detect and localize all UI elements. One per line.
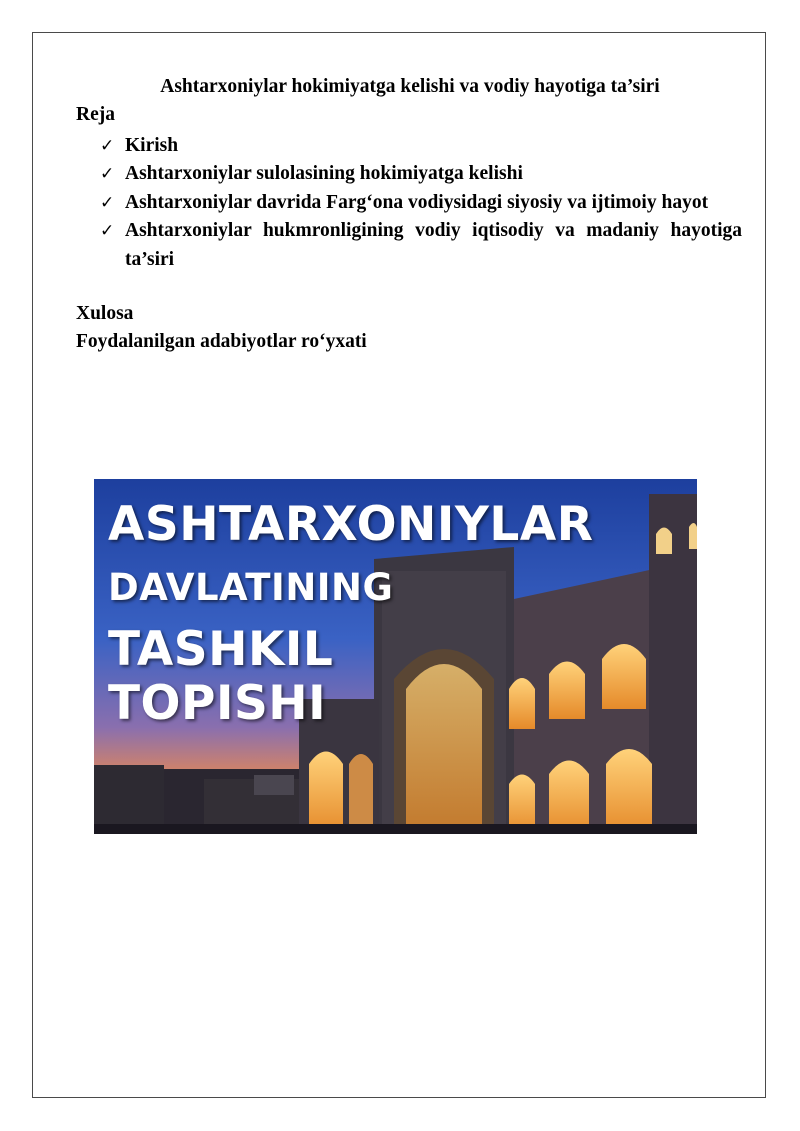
check-icon: ✓ bbox=[100, 136, 115, 156]
list-item bbox=[100, 132, 742, 160]
plan-list bbox=[100, 132, 742, 274]
check-icon: ✓ bbox=[100, 164, 115, 185]
plan-heading: Reja bbox=[76, 104, 115, 125]
banner-line: ASHTARXONIYLAR bbox=[108, 497, 594, 552]
plan-item-text: Ashtarxoniylar hukmronligining vodiy iqtisodiy va madaniy hayotiga ta’siri bbox=[125, 220, 742, 270]
check-icon: ✓ bbox=[100, 221, 115, 242]
plan-item-text: Ashtarxoniylar davrida Farg‘ona vodiysidagi siyosiy va ijtimoiy hayot bbox=[125, 191, 709, 213]
list-item bbox=[100, 189, 742, 217]
banner-image bbox=[94, 479, 697, 834]
list-item bbox=[100, 217, 742, 274]
document-title: Ashtarxoniylar hokimiyatga kelishi va vodiy hayotiga ta’siri bbox=[160, 76, 660, 97]
plan-item-text: Ashtarxoniylar sulolasining hokimiyatga kelishi bbox=[125, 163, 523, 185]
plan-item-text: Kirish bbox=[125, 135, 179, 156]
banner-line: TASHKIL bbox=[108, 622, 334, 677]
banner-line: DAVLATINING bbox=[108, 566, 394, 609]
banner-line: TOPISHI bbox=[108, 676, 327, 731]
references-heading: Foydalanilgan adabiyotlar ro‘yxati bbox=[76, 331, 367, 352]
conclusion-heading: Xulosa bbox=[76, 303, 134, 324]
list-item bbox=[100, 160, 742, 188]
check-icon: ✓ bbox=[100, 192, 115, 213]
